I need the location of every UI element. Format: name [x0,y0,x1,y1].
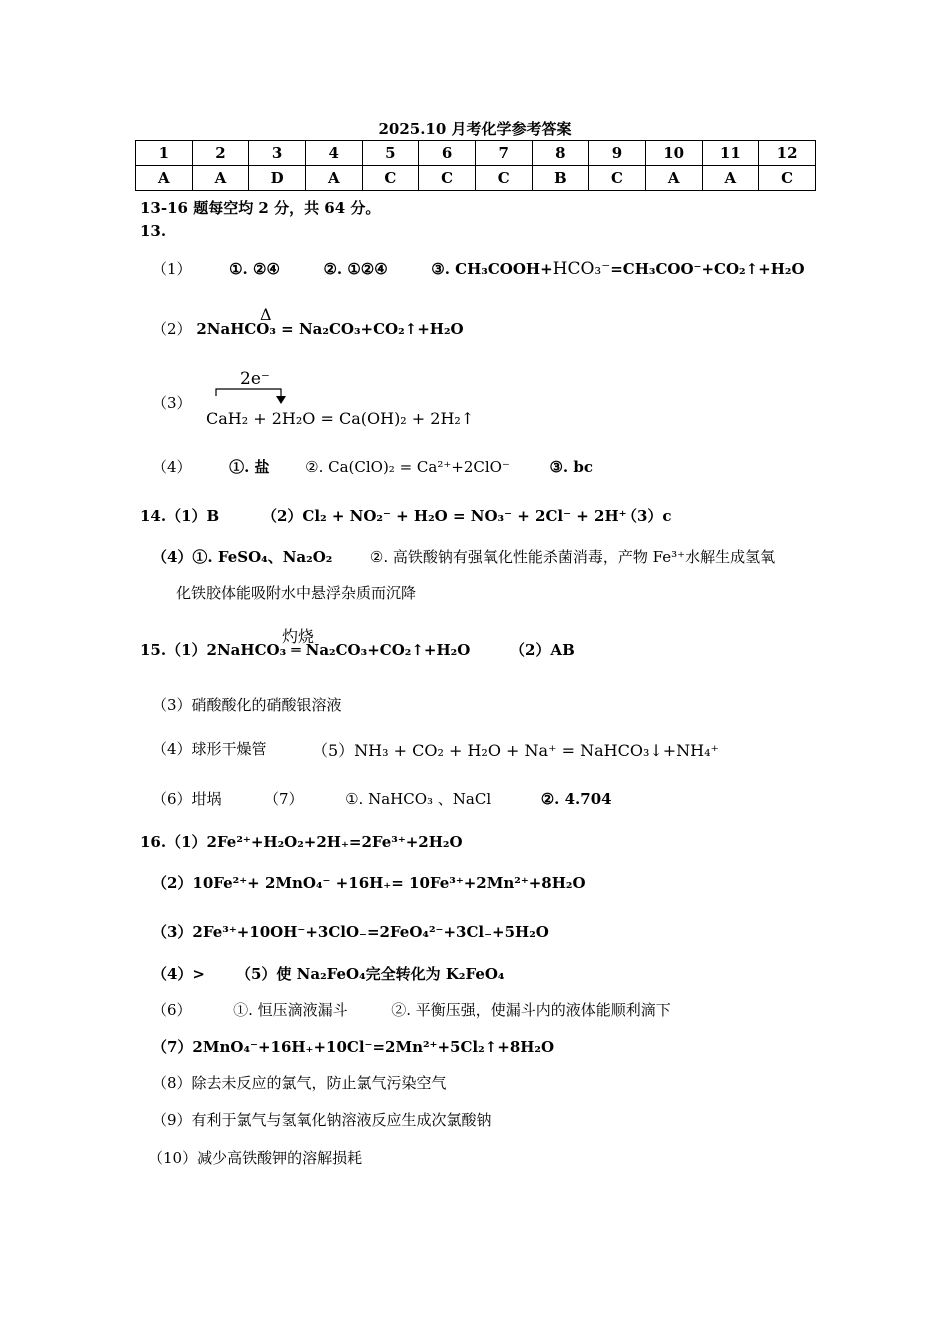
q14-part3: （3）c [622,507,672,525]
answer-text: ②. 高铁酸钠有强氧化性能杀菌消毒，产物 Fe³⁺水解生成氢氧 [369,548,776,566]
table-cell: A [645,166,702,191]
q16-part8: （8）除去未反应的氯气，防止氯气污染空气 [152,1074,447,1092]
table-cell: C [362,166,419,191]
q13-part3-label: （3） [152,394,192,412]
q13-part4 [152,456,593,477]
scoring-note: 13-16 题每空均 2 分，共 64 分。 [140,199,381,217]
part-label: （4） [152,458,192,476]
answer-table-answer-row [136,166,816,191]
table-cell: 8 [532,141,589,166]
table-cell: 9 [589,141,646,166]
table-cell: 3 [249,141,306,166]
table-cell: 2 [192,141,249,166]
answer-table-number-row [136,141,816,166]
q14-part4-line1 [152,546,775,567]
q13-label: 13. [140,222,167,240]
page-title: 2025.10 月考化学参考答案 [378,120,572,138]
answer-text: ②. 4.704 [540,790,612,808]
table-cell: A [702,166,759,191]
table-cell: 11 [702,141,759,166]
q13-part3-equation: CaH₂ + 2H₂O = Ca(OH)₂ + 2H₂↑ [206,409,475,428]
part-label: （7） [264,790,304,808]
bicarbonate-formula: HCO₃⁻ [552,259,611,279]
q16-part7: （7）2MnO₄⁻+16H₊+10Cl⁻=2Mn²⁺+5Cl₂↑+8H₂O [152,1038,555,1056]
table-cell: B [532,166,589,191]
table-cell: 6 [419,141,476,166]
answer-text: ②. Ca(ClO)₂ = Ca²⁺+2ClO⁻ [305,458,510,476]
q16-part3: （3）2Fe³⁺+10OH⁻+3ClO₋=2FeO₄²⁻+3Cl₋+5H₂O [152,923,549,941]
q15-part7 [264,788,612,809]
q15-part6: （6）坩埚 [152,790,222,808]
table-cell: D [249,166,306,191]
table-cell: 7 [475,141,532,166]
q14-part1: 14.（1）B [140,507,220,525]
table-cell: C [759,166,816,191]
q16-part5: （5）使 Na₂FeO₄完全转化为 K₂FeO₄ [236,965,505,983]
answer-text: ②. 平衡压强，使漏斗内的液体能顺利滴下 [391,1001,671,1019]
answer-text: ①. ②④ [229,260,280,278]
answer-text: =CH₃COO⁻+CO₂↑+H₂O [610,260,805,278]
q16-part9: （9）有利于氯气与氢氧化钠溶液反应生成次氯酸钠 [152,1111,492,1129]
part-label: （1） [152,260,192,278]
table-cell: 5 [362,141,419,166]
ignition-condition: 灼烧 [282,627,315,646]
answer-text: ③. CH₃COOH+ [431,260,553,278]
answer-table [135,140,816,191]
q16-part6 [152,999,671,1020]
heating-condition: Δ [260,305,272,324]
q15-part1: 15.（1）2NaHCO₃ ═ Na₂CO₃+CO₂↑+H₂O [140,641,471,659]
part-label: （2） [152,320,192,338]
table-cell: 12 [759,141,816,166]
table-cell: C [589,166,646,191]
table-cell: 10 [645,141,702,166]
q15-part2: （2）AB [510,641,575,659]
answer-text: ①. NaHCO₃ 、NaCl [345,790,492,808]
answer-text: ②. ①②④ [323,260,388,278]
q14-part2: （2）Cl₂ + NO₂⁻ + H₂O = NO₃⁻ + 2Cl⁻ + 2H⁺ [262,507,627,525]
q13-part2 [152,318,464,339]
answer-text: ①. 盐 [229,458,270,476]
table-cell: 1 [136,141,193,166]
q16-part1: 16.（1）2Fe²⁺+H₂O₂+2H₊=2Fe³⁺+2H₂O [140,833,463,851]
table-cell: C [419,166,476,191]
table-cell: A [305,166,362,191]
q15-part4: （4）球形干燥管 [152,740,267,758]
q16-part2: （2）10Fe²⁺+ 2MnO₄⁻ +16H₊= 10Fe³⁺+2Mn²⁺+8H₂O [152,874,586,892]
table-cell: C [475,166,532,191]
q16-part10: （10）减少高铁酸钾的溶解损耗 [148,1149,363,1167]
q14-part4-line2: 化铁胶体能吸附水中悬浮杂质而沉降 [176,584,417,602]
answer-text: 2NaHCO₃ = Na₂CO₃+CO₂↑+H₂O [196,320,464,338]
answer-text: （4）①. FeSO₄、Na₂O₂ [152,548,333,566]
table-cell: A [192,166,249,191]
q13-part1 [152,258,805,279]
answer-text: ①. 恒压滴液漏斗 [233,1001,348,1019]
electron-label: 2e⁻ [240,369,270,389]
q16-part4: （4）> [152,965,206,983]
answer-text: ③. bc [549,458,593,476]
part-label: （6） [152,1001,192,1019]
q15-part5: （5）NH₃ + CO₂ + H₂O + Na⁺ = NaHCO₃↓+NH₄⁺ [312,741,719,760]
table-cell: 4 [305,141,362,166]
q15-part3: （3）硝酸酸化的硝酸银溶液 [152,696,342,714]
table-cell: A [136,166,193,191]
